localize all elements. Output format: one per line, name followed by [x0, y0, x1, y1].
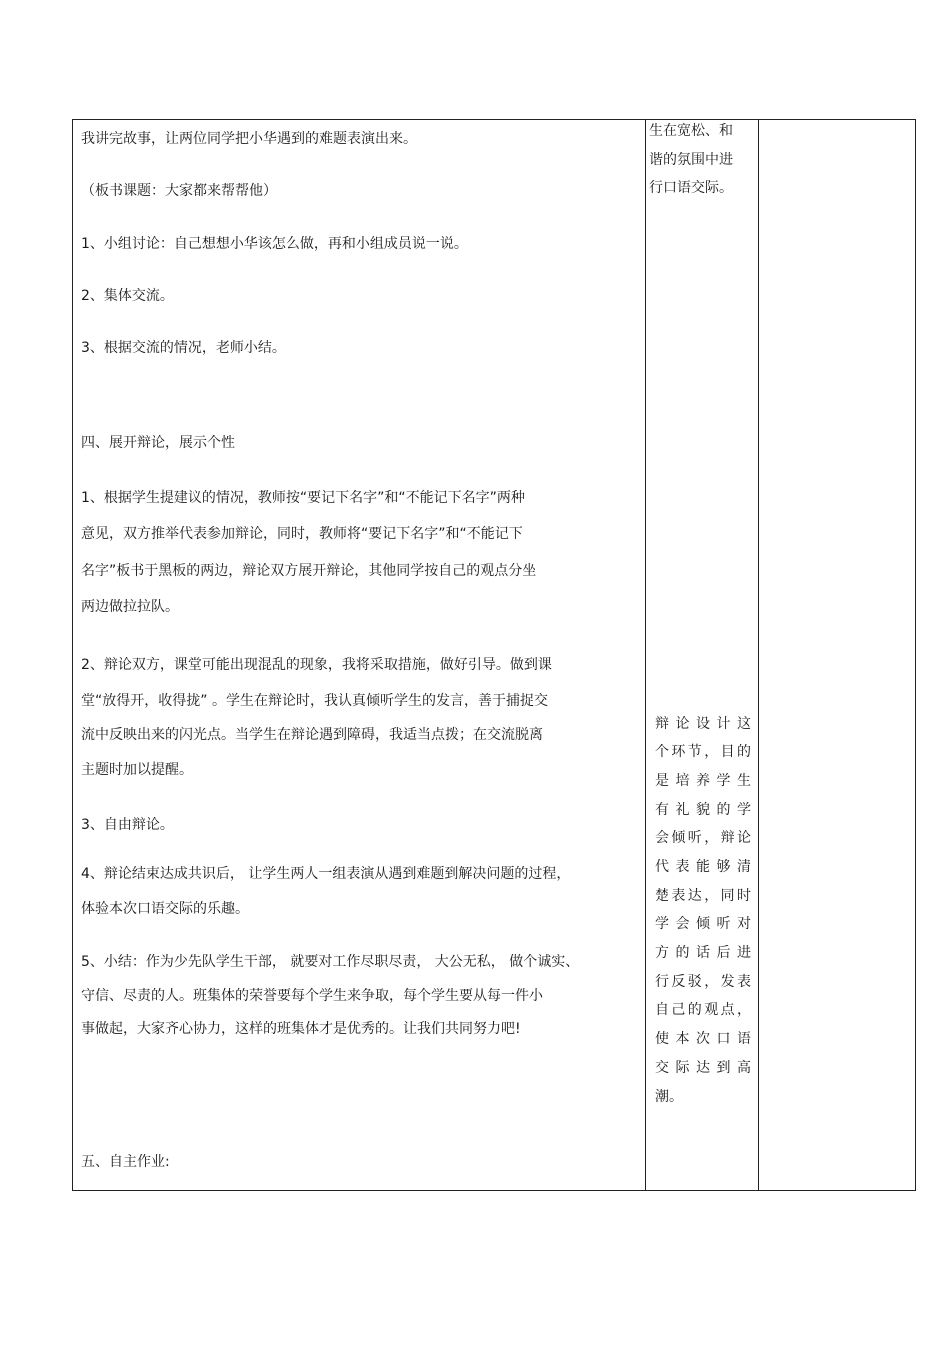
section-heading: 四、展开辩论，展示个性: [81, 435, 235, 451]
process-line: 主题时加以提醒。: [81, 762, 193, 778]
intent-line: 会倾听，辩论: [655, 830, 751, 846]
process-line: 3、根据交流的情况，老师小结。: [81, 340, 286, 356]
process-line: 堂“放得开，收得拢” 。学生在辩论时，我认真倾听学生的发言，善于捕捉交: [81, 693, 548, 709]
intent-line: 学会倾听对: [655, 916, 751, 932]
intent-line: 是培养学生: [655, 773, 751, 789]
process-line: 体验本次口语交际的乐趣。: [81, 901, 249, 917]
lesson-plan-table: [72, 119, 916, 1191]
intent-line: 行反驳，发表: [655, 974, 751, 990]
process-line: （板书课题：大家都来帮帮他）: [81, 183, 277, 199]
process-line: 名字”板书于黑板的两边，辩论双方展开辩论，其他同学按自己的观点分坐: [81, 563, 537, 579]
process-line: 1、小组讨论：自己想想小华该怎么做，再和小组成员说一说。: [81, 236, 468, 252]
process-line: 2、辩论双方，课堂可能出现混乱的现象，我将采取措施，做好引导。做到课: [81, 657, 552, 673]
intent-line: 谐的氛围中进: [649, 152, 733, 168]
intent-line: 辩论设计这: [655, 716, 751, 732]
intent-line: 交际达到高: [655, 1060, 751, 1076]
intent-line: 使本次口语: [655, 1031, 751, 1047]
process-line: 两边做拉拉队。: [81, 599, 179, 615]
intent-line: 行口语交际。: [649, 180, 733, 196]
process-line: 3、自由辩论。: [81, 817, 174, 833]
intent-line: 个环节，目的: [655, 744, 751, 760]
process-line: 我讲完故事，让两位同学把小华遇到的难题表演出来。: [81, 131, 417, 147]
process-line: 意见，双方推举代表参加辩论，同时，教师将“要记下名字”和“不能记下: [81, 526, 523, 542]
column-divider: [645, 120, 646, 1190]
process-line: 事做起，大家齐心协力，这样的班集体才是优秀的。让我们共同努力吧!: [81, 1021, 521, 1037]
intent-line: 生在宽松、和: [649, 123, 733, 139]
process-line: 2、集体交流。: [81, 288, 174, 304]
process-line: 流中反映出来的闪光点。当学生在辩论遇到障碍，我适当点拨；在交流脱离: [81, 727, 543, 743]
process-line: 4、辩论结束达成共识后， 让学生两人一组表演从遇到难题到解决问题的过程，: [81, 866, 571, 882]
process-line: 1、根据学生提建议的情况，教师按“要记下名字”和“不能记下名字”两种: [81, 490, 525, 506]
intent-line: 楚表达，同时: [655, 888, 751, 904]
column-divider: [758, 120, 759, 1190]
process-line: 5、小结：作为少先队学生干部， 就要对工作尽职尽责， 大公无私， 做个诚实、: [81, 954, 580, 970]
intent-line: 自己的观点，: [655, 1002, 751, 1018]
intent-line: 代表能够清: [655, 859, 751, 875]
intent-line: 方的话后进: [655, 945, 751, 961]
intent-line: 有礼貌的学: [655, 802, 751, 818]
section-heading: 五、自主作业:: [81, 1154, 170, 1170]
process-line: 守信、尽责的人。班集体的荣誉要每个学生来争取，每个学生要从每一件小: [81, 988, 543, 1004]
intent-line: 潮。: [655, 1089, 683, 1105]
